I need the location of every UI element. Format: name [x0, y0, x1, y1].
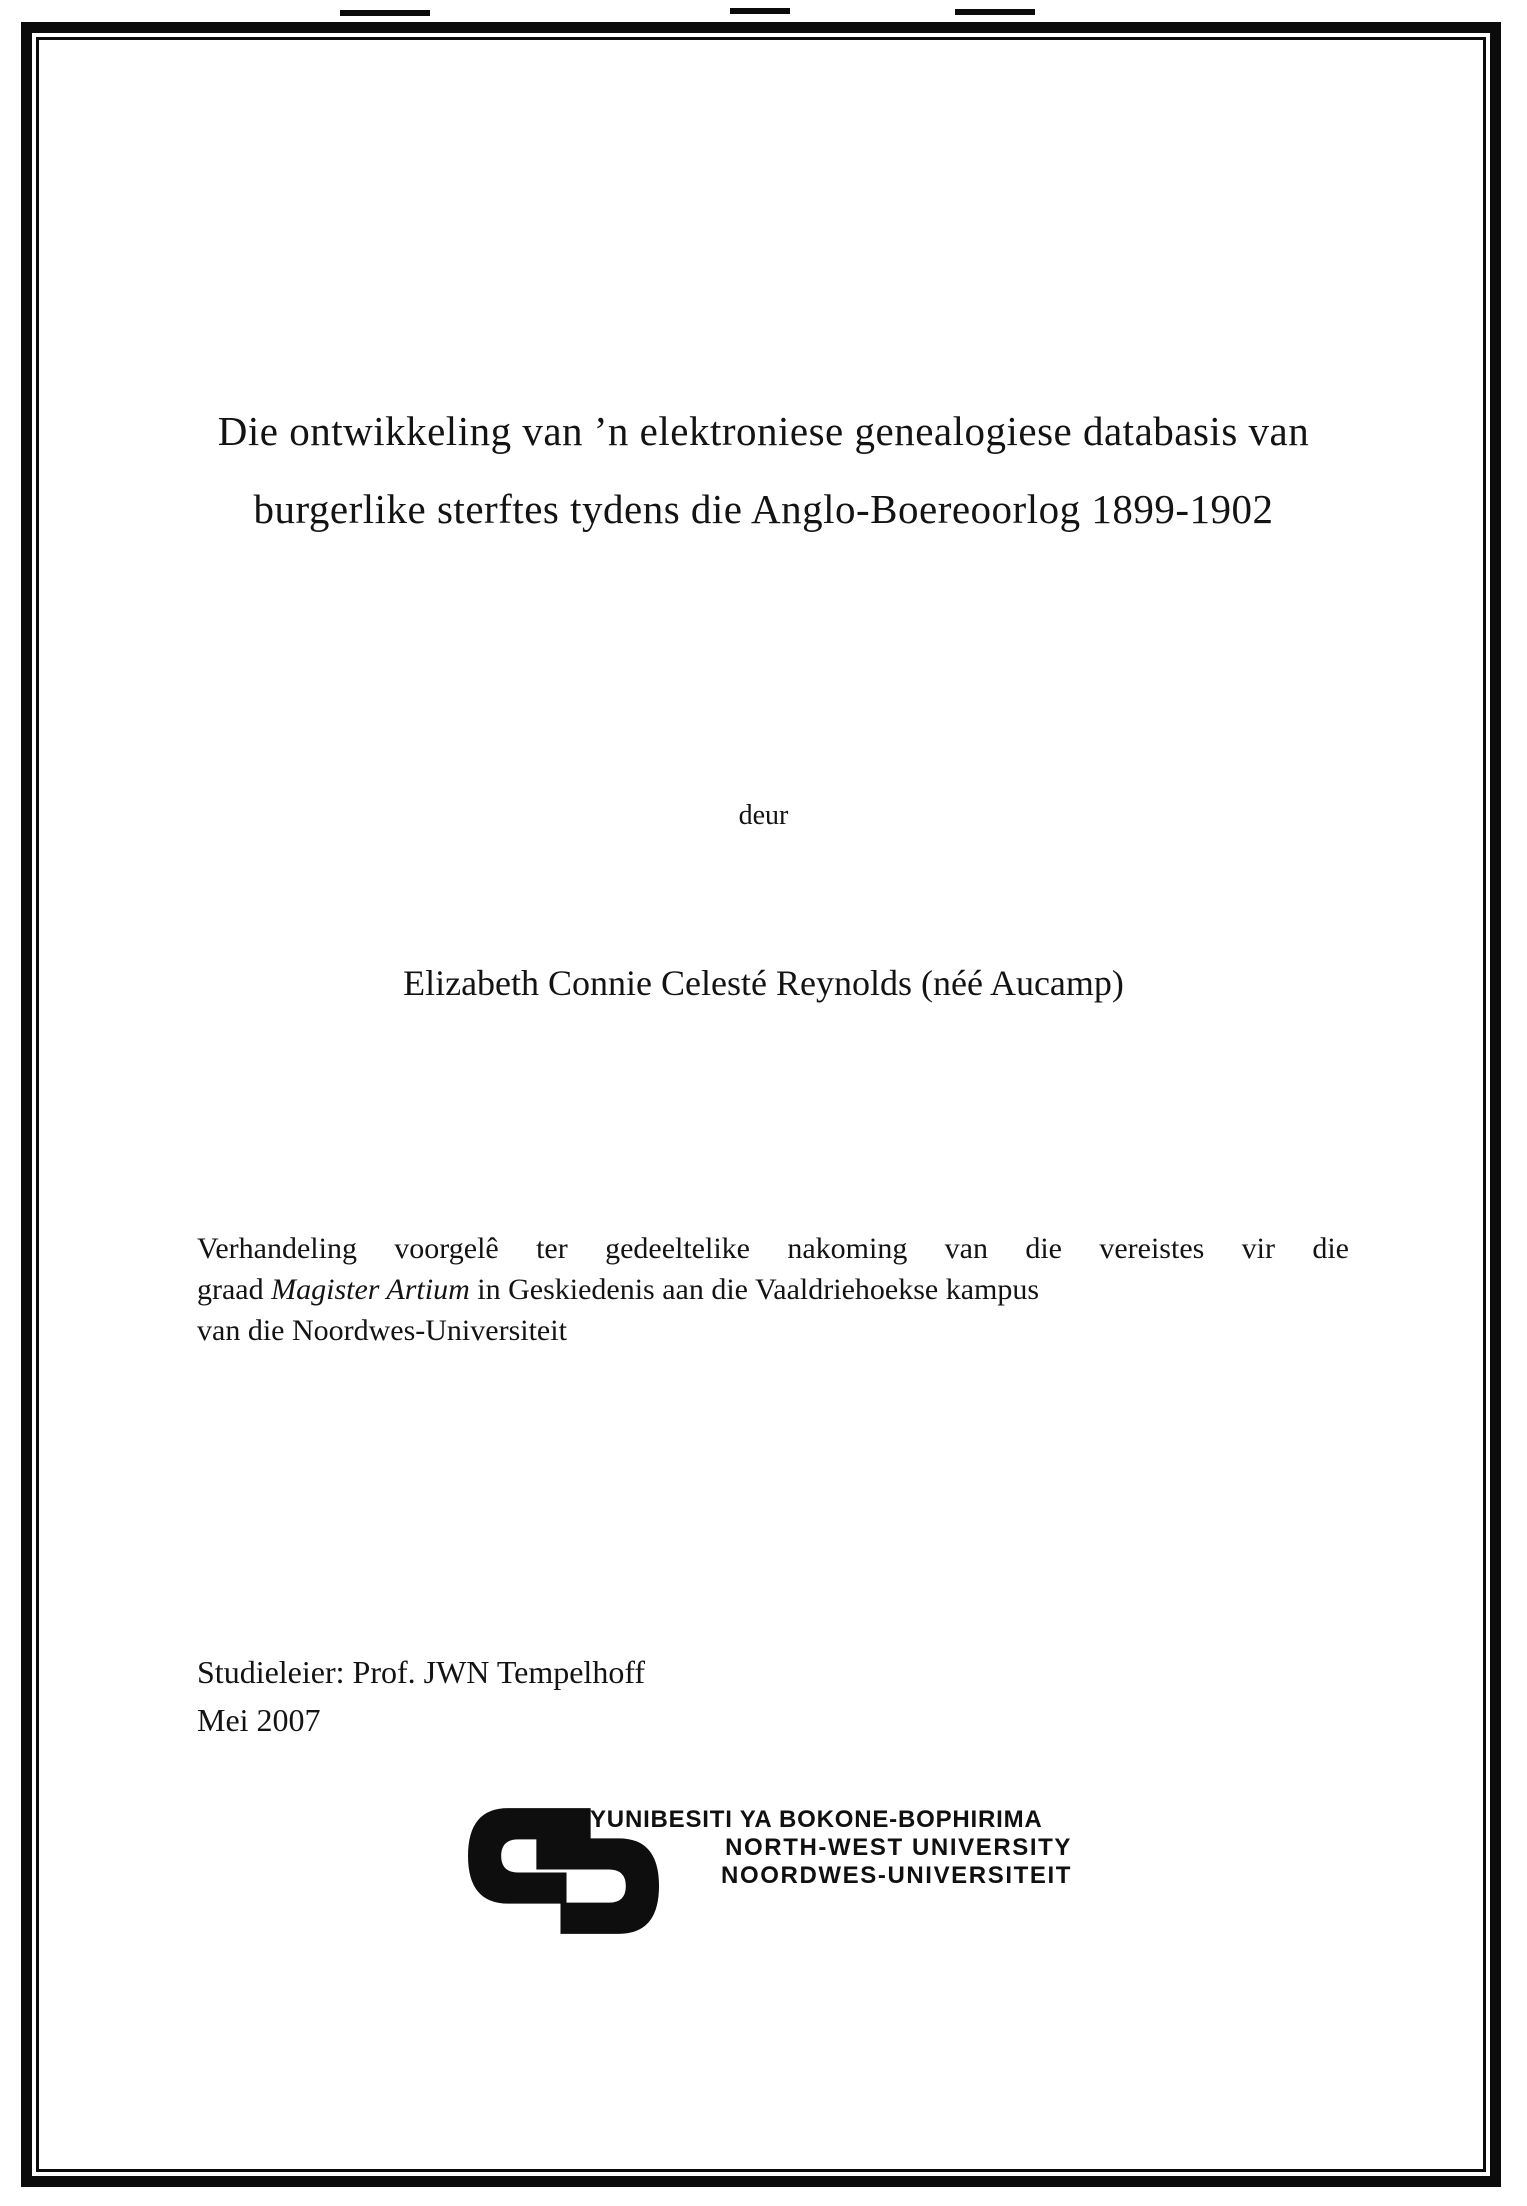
- author-name: Elizabeth Connie Celesté Reynolds (néé Aucamp): [403, 963, 1124, 1003]
- logo-text-setswana: YUNIBESITI YA BOKONE-BOPHIRIMA: [590, 1806, 1043, 1833]
- byline-label: deur: [738, 800, 789, 831]
- university-logo-text: [590, 1806, 1072, 1890]
- thesis-title-line1: Die ontwikkeling van ’n elektroniese genealogiese databasis van: [217, 408, 1310, 454]
- degree-statement-line1: Verhandeling voorgelê ter gedeeltelike nakoming van die vereistes vir die: [197, 1232, 1349, 1265]
- logo-text-english: NORTH-WEST UNIVERSITY: [725, 1834, 1072, 1861]
- thesis-title-line2: burgerlike sterftes tydens die Anglo-Boereoorlog 1899-1902: [253, 486, 1274, 532]
- date-line: Mei 2007: [197, 1702, 321, 1738]
- degree-statement: [197, 1228, 1349, 1351]
- thesis-title: [100, 392, 1427, 548]
- university-logo: [468, 1798, 1108, 1948]
- logo-text-afrikaans: NOORDWES-UNIVERSITEIT: [721, 1862, 1072, 1889]
- supervisor-line: Studieleier: Prof. JWN Tempelhoff: [197, 1654, 646, 1690]
- degree-statement-line3: van die Noordwes-Universiteit: [197, 1314, 567, 1347]
- degree-statement-line2-prefix: graad: [197, 1273, 272, 1306]
- supervisor-block: [197, 1648, 645, 1744]
- degree-statement-line2: [197, 1269, 1349, 1310]
- degree-name-italic: Magister Artium: [271, 1273, 470, 1306]
- degree-statement-line2-suffix: in Geskiedenis aan die Vaaldriehoekse kampus: [469, 1273, 1040, 1306]
